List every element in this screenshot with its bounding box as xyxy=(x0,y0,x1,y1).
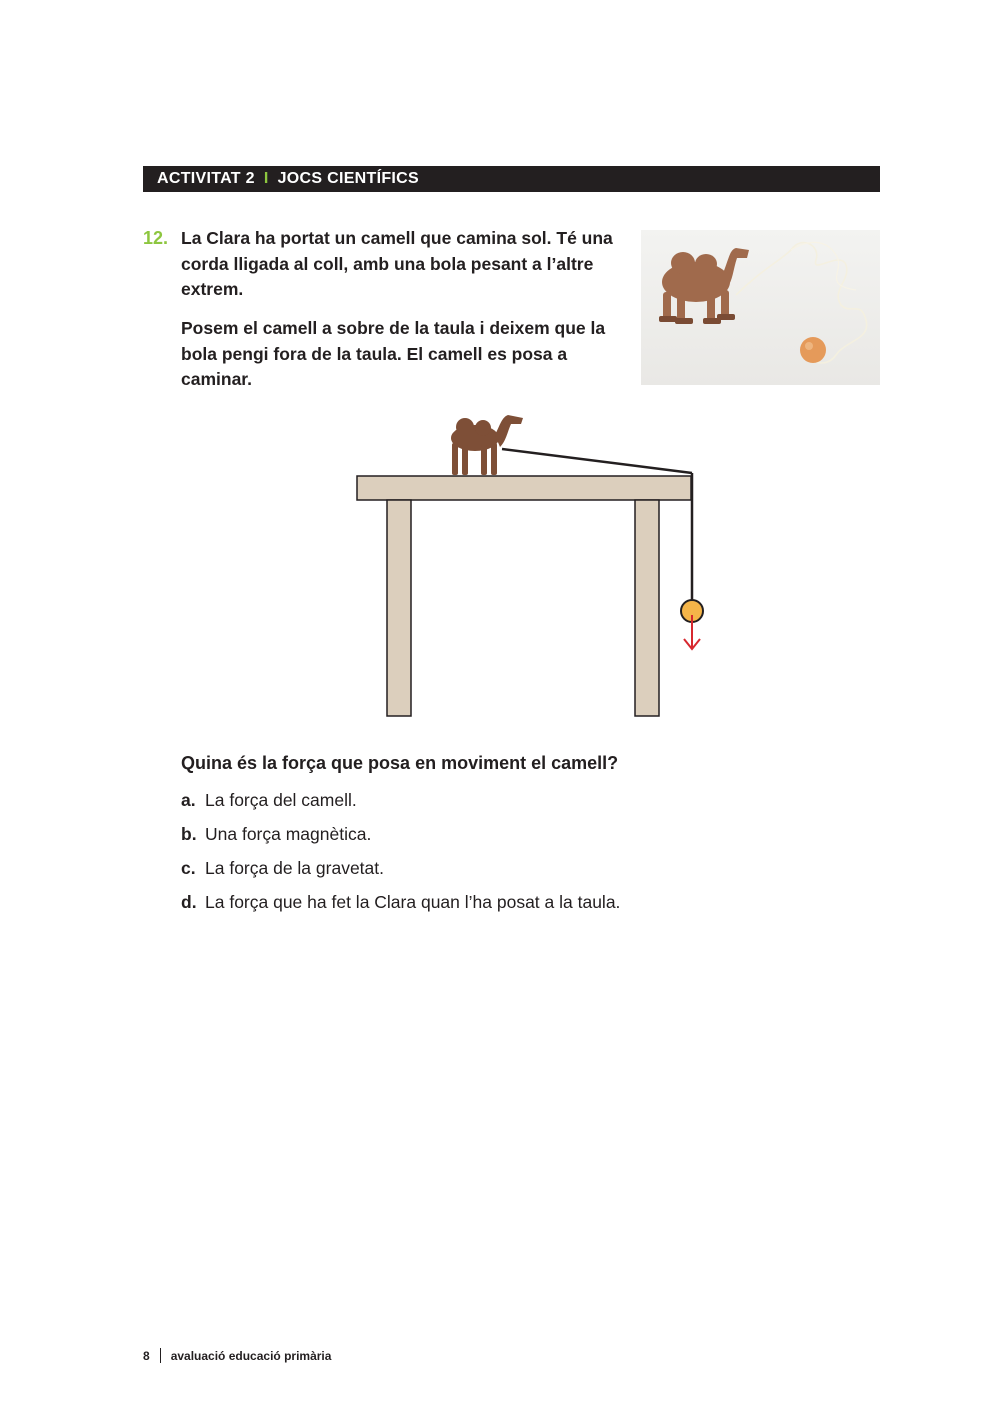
table-leg-right xyxy=(635,500,659,716)
option-letter: a. xyxy=(181,790,196,810)
option-a[interactable] xyxy=(181,790,620,824)
question-paragraph-2: Posem el camell a sobre de la taula i deixem que la bola pengi fora de la taula. El camell es posa a caminar. xyxy=(181,318,606,389)
option-d[interactable] xyxy=(181,892,620,926)
option-text: Una força magnètica. xyxy=(205,824,372,844)
option-letter: d. xyxy=(181,892,197,912)
camel-toy-photo xyxy=(641,230,880,385)
option-letter: c. xyxy=(181,858,196,878)
page-footer xyxy=(143,1348,331,1363)
table-diagram-svg xyxy=(340,405,720,725)
activity-header xyxy=(143,166,880,192)
answer-options xyxy=(181,790,620,926)
header-separator: I xyxy=(263,170,269,187)
question-prompt: Quina és la força que posa en moviment el camell? xyxy=(181,753,619,773)
page-number: 8 xyxy=(143,1348,150,1363)
footer-divider xyxy=(160,1348,161,1363)
option-b[interactable] xyxy=(181,824,620,858)
activity-topic: JOCS CIENTÍFICS xyxy=(277,170,419,187)
option-text: La força del camell. xyxy=(205,790,357,810)
table-leg-left xyxy=(387,500,411,716)
table-diagram xyxy=(340,405,720,725)
string-horizontal xyxy=(502,449,692,473)
camel-photo-illustration xyxy=(641,230,880,385)
question-number: 12. xyxy=(143,228,169,248)
option-text: La força de la gravetat. xyxy=(205,858,384,878)
activity-label: ACTIVITAT 2 xyxy=(157,170,255,187)
question-paragraph-1: La Clara ha portat un camell que camina sol. Té una corda lligada al coll, amb una bola pesant a l’altre extrem. xyxy=(181,228,613,299)
option-text: La força que ha fet la Clara quan l’ha posat a la taula. xyxy=(205,892,621,912)
tabletop xyxy=(357,476,691,500)
camel-icon xyxy=(451,415,523,475)
option-c[interactable] xyxy=(181,858,620,892)
publication-name: avaluació educació primària xyxy=(170,1348,332,1363)
option-letter: b. xyxy=(181,824,197,844)
